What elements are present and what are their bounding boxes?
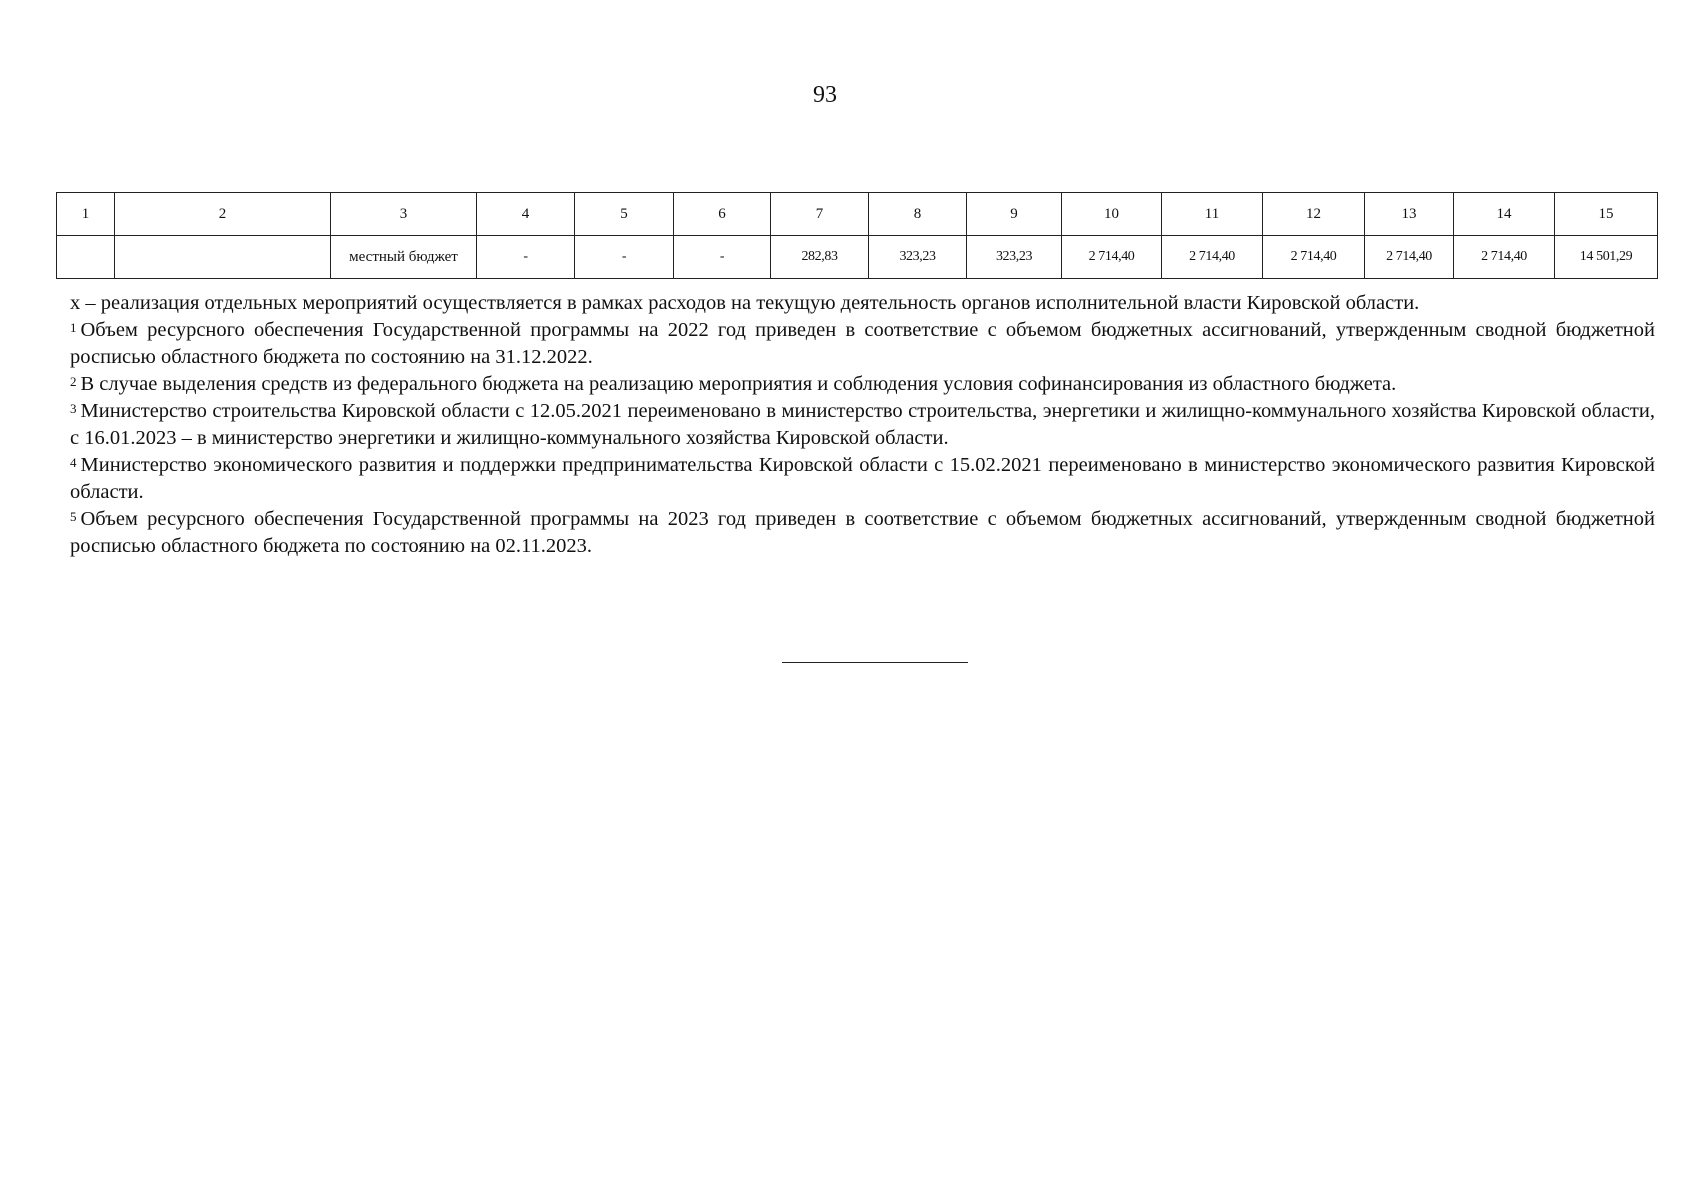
footnote-text: Объем ресурсного обеспечения Государственной программы на 2022 год приведен в соответствие с объемом бюджетных ассигнований, утвержденным сводной бюджетной росписью областного бюджета по состоянию на 31.12.2022. [70,319,1655,368]
header-cell: 3 [331,193,477,236]
total-cell: 14 501,29 [1555,236,1658,279]
table-row [57,236,1658,279]
data-cell: - [477,236,575,279]
table-header-row [57,193,1658,236]
data-cell [57,236,115,279]
data-cell: 2 714,40 [1263,236,1365,279]
header-cell: 10 [1062,193,1162,236]
data-cell: 282,83 [771,236,869,279]
footnote-mark: 2 [70,374,77,389]
header-cell: 7 [771,193,869,236]
footnote-5 [70,506,1655,560]
header-cell: 5 [575,193,674,236]
data-cell: 323,23 [869,236,967,279]
header-cell: 15 [1555,193,1658,236]
data-cell [115,236,331,279]
header-cell: 6 [674,193,771,236]
header-cell: 14 [1454,193,1555,236]
footnote-text: В случае выделения средств из федерального бюджета на реализацию мероприятия и соблюдения условия софинансирования из областного бюджета. [80,373,1397,395]
header-cell: 12 [1263,193,1365,236]
footnote-mark: 4 [70,455,77,470]
footnote-text: Министерство экономического развития и поддержки предпринимательства Кировской области с 15.02.2021 переименовано в министерство экономического развития Кировской области. [70,454,1655,503]
header-cell: 1 [57,193,115,236]
data-cell: 2 714,40 [1365,236,1454,279]
footnote-text: Министерство строительства Кировской области с 12.05.2021 переименовано в министерство строительства, энергетики и жилищно-коммунального хозяйства Кировской области, с 16.01.2023 – в министерство энергетики и жилищно-коммунального хозяйства Кировской области. [70,400,1655,449]
footnotes [70,290,1655,560]
header-cell: 4 [477,193,575,236]
data-cell: 323,23 [967,236,1062,279]
footnote-1 [70,317,1655,371]
footnote-3 [70,398,1655,452]
data-cell: - [575,236,674,279]
footnote-4 [70,452,1655,506]
header-cell: 8 [869,193,967,236]
footnote-x [70,290,1655,317]
data-cell: 2 714,40 [1162,236,1263,279]
data-cell: - [674,236,771,279]
header-cell: 13 [1365,193,1454,236]
footnote-2 [70,371,1655,398]
data-cell: 2 714,40 [1454,236,1555,279]
header-cell: 11 [1162,193,1263,236]
footnote-mark: 1 [70,320,77,335]
page-number: 93 [813,82,837,108]
data-cell: 2 714,40 [1062,236,1162,279]
funding-source-cell: местный бюджет [331,236,477,279]
footnote-text: Объем ресурсного обеспечения Государственной программы на 2023 год приведен в соответствие с объемом бюджетных ассигнований, утвержденным сводной бюджетной росписью областного бюджета по состоянию на 02.11.2023. [70,508,1655,557]
footnote-mark: 3 [70,401,77,416]
header-cell: 2 [115,193,331,236]
end-rule [782,662,968,663]
footnote-mark: 5 [70,509,77,524]
budget-table [56,192,1658,279]
footnote-text: x – реализация отдельных мероприятий осуществляется в рамках расходов на текущую деятельность органов исполнительной власти Кировской области. [70,292,1420,314]
header-cell: 9 [967,193,1062,236]
